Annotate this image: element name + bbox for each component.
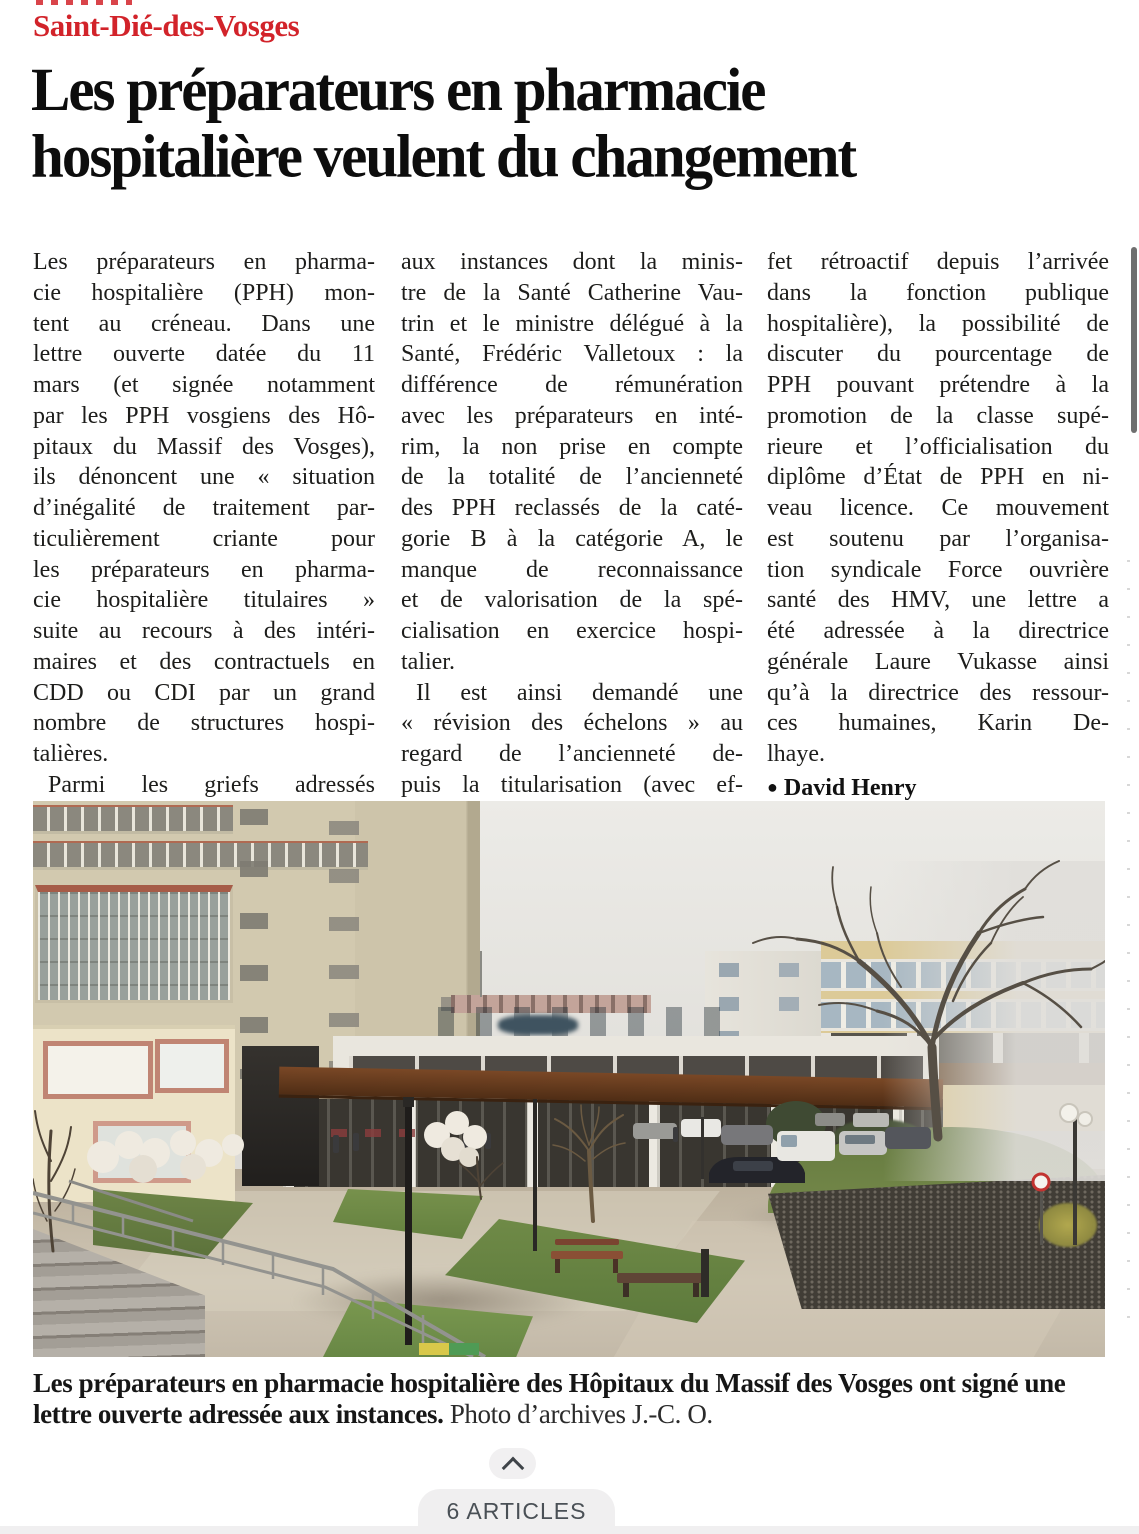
photo-small-tree bbox=[553, 1105, 625, 1221]
article-text-line: avec les préparateurs en inté- bbox=[401, 402, 743, 429]
byline-bullet-icon: ● bbox=[767, 776, 778, 797]
caption-bold-text: Les préparateurs en pharmacie hospitalière des Hôpitaux du Massif des Vosges ont signé une lettre ouverte adressée aux instances. bbox=[33, 1368, 1066, 1429]
article-text-line: rim, la non prise en compte bbox=[401, 433, 743, 460]
articles-tab-label: 6 ARTICLES bbox=[446, 1498, 587, 1524]
photo-foreground-art bbox=[33, 801, 1105, 1357]
article-text-line: discuter du pourcentage de bbox=[767, 341, 1109, 368]
article-text-line: gorie B à la catégorie A, le bbox=[401, 525, 743, 552]
article-text-line: qu’à la directrice des ressour- bbox=[767, 679, 1109, 706]
clipped-page-text-fragment bbox=[36, 0, 132, 5]
article-column-3 bbox=[767, 247, 1109, 804]
photo-caption bbox=[33, 1368, 1107, 1430]
article-text-line: ces humaines, Karin De- bbox=[767, 710, 1109, 737]
article-text-line: les préparateurs en pharma- bbox=[33, 556, 375, 583]
article-text-line: mars (et signée notamment bbox=[33, 372, 375, 398]
article-text-line: Les préparateurs en pharma- bbox=[33, 249, 375, 275]
photo-blossoms bbox=[87, 1111, 487, 1183]
article-text-line: dans la fonction publique bbox=[767, 279, 1109, 306]
article-text-line: tion syndicale Force ouvrière bbox=[767, 556, 1109, 583]
article-text-line: « révision des échelons » au bbox=[401, 710, 743, 737]
article-text-line: regard de l’ancienneté de- bbox=[401, 741, 743, 767]
article-text-line: tent au créneau. Dans une bbox=[33, 310, 375, 337]
article-text-line: puis la titularisation (avec ef- bbox=[401, 771, 743, 798]
article-text-line: suite au recours à des intéri- bbox=[33, 618, 375, 644]
scrollbar-thumb[interactable] bbox=[1131, 247, 1137, 433]
byline-name: David Henry bbox=[783, 774, 917, 801]
article-column-3-text bbox=[767, 247, 1109, 770]
article-kicker: Saint-Dié-des-Vosges bbox=[33, 8, 300, 43]
article-text-line: différence de rémunération bbox=[401, 372, 743, 398]
article-text-line: diplôme d’État de PPH en ni- bbox=[767, 464, 1109, 491]
article-text-line: ticulièrement criante pour bbox=[33, 525, 375, 552]
article-text-line: pitaux du Massif des Vosges), bbox=[33, 433, 375, 460]
article-text-line: cie hospitalière titulaires » bbox=[33, 587, 375, 614]
article-text-line: et de valorisation de la spé- bbox=[401, 587, 743, 614]
article-text-line: talier. bbox=[401, 648, 455, 675]
article-text-line: CDD ou CDI par un grand bbox=[33, 679, 375, 706]
article-text-line: fet rétroactif depuis l’arrivée bbox=[767, 249, 1109, 275]
photo-sign bbox=[1033, 1174, 1049, 1245]
article-text-line: d’inégalité de traitement par- bbox=[33, 495, 375, 521]
article-text-line: maires et des contractuels en bbox=[33, 648, 375, 675]
article-text-line: aux instances dont la minis- bbox=[401, 249, 743, 275]
article-text-line: générale Laure Vukasse ainsi bbox=[767, 648, 1109, 675]
caption-credit: Photo d’archives J.-C. O. bbox=[443, 1399, 713, 1429]
photo-tree bbox=[753, 861, 1105, 1137]
article-text-line: Il est ainsi demandé une bbox=[416, 679, 743, 706]
article-text-line: tre de la Santé Catherine Vau- bbox=[401, 279, 743, 306]
article-text-line: talières. bbox=[33, 741, 109, 767]
article-text-line: nombre de structures hospi- bbox=[33, 710, 375, 737]
article-text-line: cie hospitalière (PPH) mon- bbox=[33, 279, 375, 306]
chevron-up-icon bbox=[502, 1457, 525, 1480]
collapse-button[interactable] bbox=[489, 1448, 536, 1479]
photo-barrier bbox=[419, 1343, 479, 1355]
article-text-line: des PPH reclassés de la caté- bbox=[401, 495, 743, 521]
article-text-line: cialisation en exercice hospi- bbox=[401, 618, 743, 644]
article-photo bbox=[33, 801, 1105, 1357]
article-text-line: Parmi les griefs adressés bbox=[48, 771, 375, 798]
article-text-line: rieure et l’officialisation du bbox=[767, 433, 1109, 460]
article-text-line: hospitalière), la possibilité de bbox=[767, 310, 1109, 337]
photo-cars bbox=[633, 1113, 931, 1183]
article-column-1 bbox=[33, 247, 375, 804]
next-page-edge-text bbox=[1127, 560, 1130, 1330]
photo-bench bbox=[551, 1239, 709, 1297]
article-text-line: de la totalité de l’ancienneté bbox=[401, 464, 743, 491]
article-text-line: par les PPH vosgiens des Hô- bbox=[33, 402, 375, 429]
article-text-line: veau licence. Ce mouvement bbox=[767, 495, 1109, 521]
article-text-line: été adressée à la directrice bbox=[767, 618, 1109, 644]
article-text-line: promotion de la classe supé- bbox=[767, 402, 1109, 429]
article-text-line: Santé, Frédéric Valletoux : la bbox=[401, 341, 743, 368]
bottom-sheet-edge[interactable] bbox=[0, 1526, 1139, 1534]
article-byline bbox=[767, 772, 1109, 804]
article-text-line: est soutenu par l’organisa- bbox=[767, 525, 1109, 552]
article-text-line: ils dénoncent une « situation bbox=[33, 464, 375, 491]
article-column-2 bbox=[401, 247, 743, 804]
article-text-line: manque de reconnaissance bbox=[401, 556, 743, 583]
photo-railing bbox=[33, 1181, 485, 1357]
article-headline: Les préparateurs en pharmacie hospitalière veulent du changement bbox=[31, 54, 856, 191]
article-text-line: lettre ouverte datée du 11 bbox=[33, 341, 375, 368]
article-text-line: santé des HMV, une lettre a bbox=[767, 587, 1109, 614]
article-text-line: trin et le ministre délégué à la bbox=[401, 310, 743, 337]
article-text-line: lhaye. bbox=[767, 741, 825, 767]
article-body bbox=[33, 247, 1109, 804]
article-text-line: PPH pouvant prétendre à la bbox=[767, 372, 1109, 398]
